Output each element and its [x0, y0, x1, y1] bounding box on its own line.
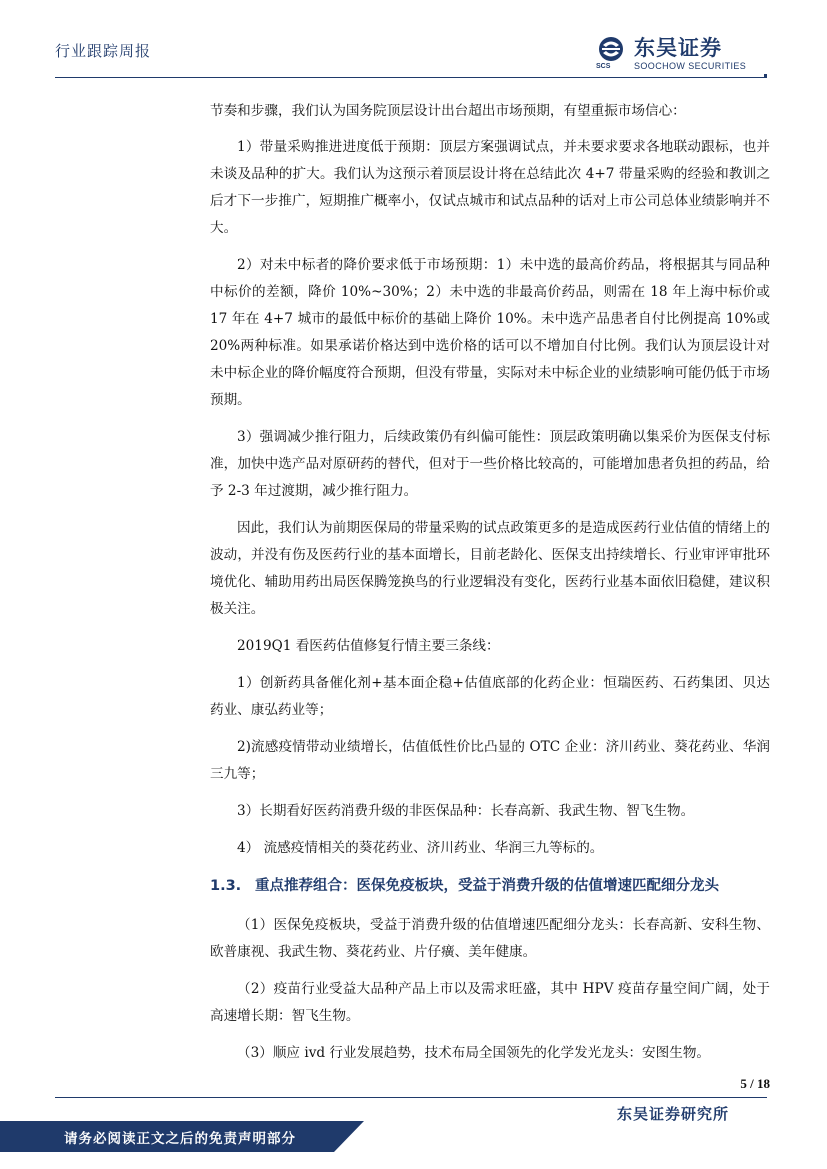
paragraph-intro: 节奏和步骤，我们认为国务院顶层设计出台超出市场预期，有望重振市场信心： — [210, 103, 686, 119]
paragraph-pick-1: （1）医保免疫板块，受益于消费升级的估值增速匹配细分龙头：长春高新、安科生物、欧普康视、我武生物、葵花药业、片仔癀、美年健康。 — [210, 917, 770, 960]
logo-english-name: SOOCHOW SECURITIES — [634, 61, 747, 71]
header-divider — [55, 77, 767, 78]
paragraph-point-2: 2）对未中标者的降价要求低于市场预期：1）未中选的最高价药品，将根据其与同品种中标价的差额，降价 10%~30%；2）未中选的非最高价药品，则需在 18 年上海中标价或 17 年在 4+7 城市的最低中标价的基础上降价 10%。未中选产品患者自付比例提高 10%或 20%两种标准。如果承诺价格达到中选价格的话可以不增加自付比例。我们认为顶层设计对未中标企业的降价幅度符合预期，但没有带量，实际对未中标企业的业绩影响可能仍低于市场预期。 — [210, 257, 770, 408]
document-body — [210, 98, 770, 1077]
header-divider-cap — [764, 74, 767, 77]
logo-mark-text: SCS — [596, 63, 611, 70]
logo-chinese-name: 东吴证券 — [634, 36, 722, 60]
section-number: 1.3. — [210, 878, 242, 894]
section-heading — [210, 872, 770, 900]
report-type-label: 行业跟踪周报 — [55, 42, 152, 60]
brand-logo — [594, 36, 774, 74]
paragraph-pick-3: （3）顺应 ivd 行业发展趋势，技术布局全国领先的化学发光龙头：安图生物。 — [237, 1045, 711, 1061]
page-header — [0, 0, 827, 82]
paragraph-line-2: 2)流感疫情带动业绩增长，估值低性价比凸显的 OTC 企业：济川药业、葵花药业、华润三九等； — [210, 739, 770, 782]
footer-disclaimer-link: 请务必阅读正文之后的免责声明部分 — [64, 1131, 296, 1147]
paragraph-line-3: 3）长期看好医药消费升级的非医保品种：长春高新、我武生物、智飞生物。 — [237, 803, 695, 819]
paragraph-point-3: 3）强调减少推行阻力，后续政策仍有纠偏可能性：顶层政策明确以集采价为医保支付标准，加快中选产品对原研药的替代，但对于一些价格比较高的，可能增加患者负担的药品，给予 2-3 年过渡期，减少推行阻力。 — [210, 429, 770, 499]
section-title: 重点推荐组合：医保免疫板块，受益于消费升级的估值增速匹配细分龙头 — [255, 878, 719, 894]
paragraph-line-4: 4） 流感疫情相关的葵花药业、济川药业、华润三九等标的。 — [237, 840, 604, 856]
paragraph-point-1: 1）带量采购推进进度低于预期：顶层方案强调试点，并未要求要求各地联动跟标，也并未谈及品种的扩大。我们认为这预示着顶层设计将在总结此次 4+7 带量采购的经验和教训之后才下一步推广，短期推广概率小，仅试点城市和试点品种的话对上市公司总体业绩影响并不大。 — [210, 139, 770, 236]
footer-divider — [55, 1097, 767, 1098]
paragraph-pick-2: （2）疫苗行业受益大品种产品上市以及需求旺盛，其中 HPV 疫苗存量空间广阔，处于高速增长期：智飞生物。 — [210, 981, 770, 1024]
footer-institute-name: 东吴证券研究所 — [616, 1105, 729, 1123]
paragraph-conclusion: 因此，我们认为前期医保局的带量采购的试点政策更多的是造成医药行业估值的情绪上的波动，并没有伤及医药行业的基本面增长，目前老龄化、医保支出持续增长、行业审评审批环境优化、辅助用药出局医保腾笼换鸟的行业逻辑没有变化，医药行业基本面依旧稳健，建议积极关注。 — [210, 520, 770, 617]
paragraph-line-1: 1）创新药具备催化剂+基本面企稳+估值底部的化药企业：恒瑞医药、石药集团、贝达药业、康弘药业等； — [210, 675, 770, 718]
paragraph-q1-lines-intro: 2019Q1 看医药估值修复行情主要三条线： — [237, 638, 500, 654]
page-number: 5 / 18 — [740, 1076, 770, 1091]
